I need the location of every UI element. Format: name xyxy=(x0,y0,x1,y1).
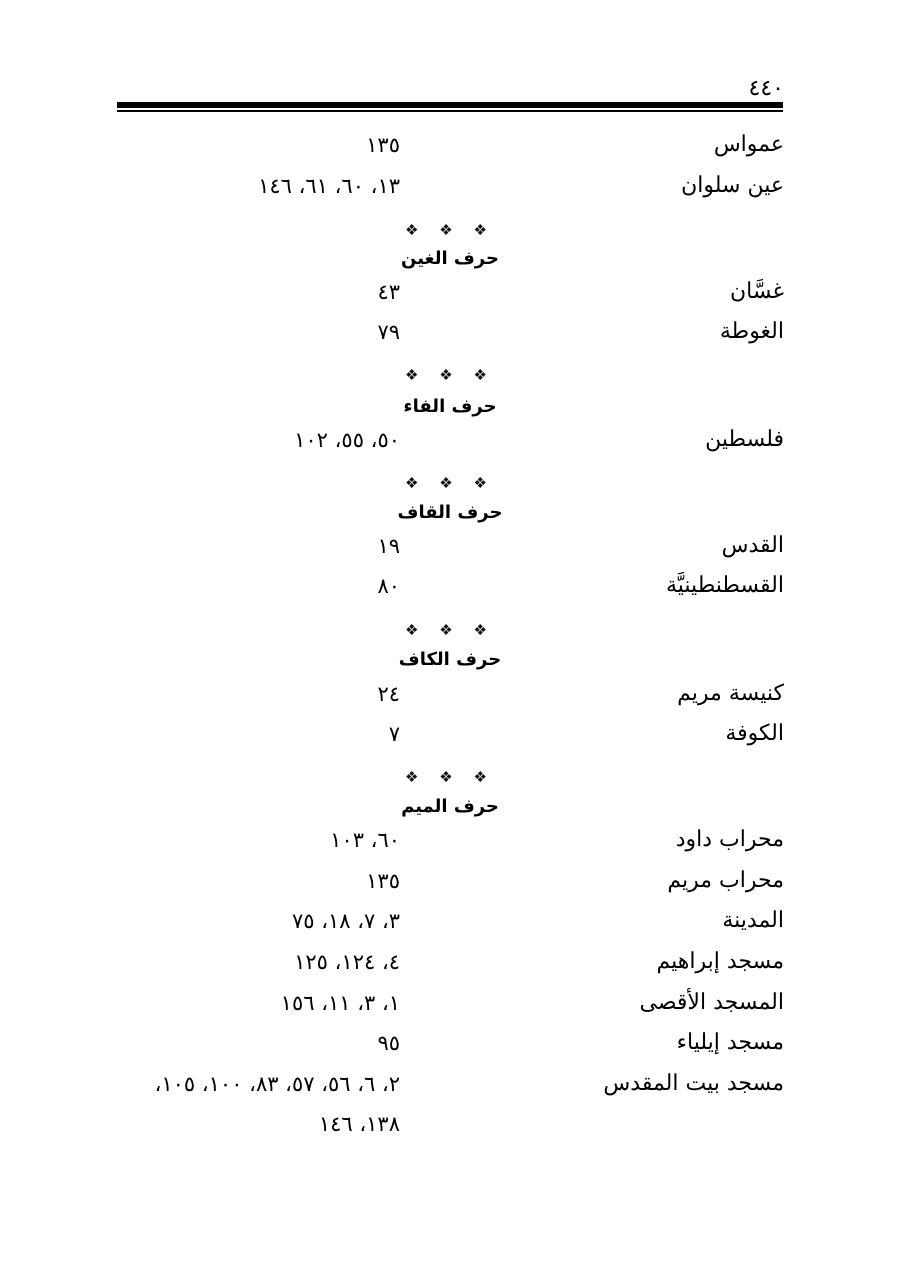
section-heading-fa: حرف الفاء xyxy=(403,396,497,417)
entry-name: مسجد بيت المقدس xyxy=(603,1071,784,1096)
entry-pages: ٤٣ xyxy=(377,280,400,304)
entry-name: المسجد الأقصى xyxy=(639,990,784,1015)
section-heading-mim: حرف الميم xyxy=(401,796,499,817)
entry-name: القدس xyxy=(721,533,784,558)
entry-pages: ٢، ٦، ٥٦، ٥٧، ٨٣، ١٠٠، ١٠٥، xyxy=(154,1072,400,1096)
section-separator: ❖ ❖ ❖ xyxy=(405,221,495,239)
entry-pages: ١، ٣، ١١، ١٥٦ xyxy=(280,991,400,1015)
entry-name: الغوطة xyxy=(719,319,784,344)
entry-pages: ٧٩ xyxy=(377,320,400,344)
section-heading-qaf: حرف القاف xyxy=(397,502,503,523)
entry-pages: ٢٤ xyxy=(377,682,400,706)
entry-name: فلسطين xyxy=(705,427,784,452)
entry-pages: ١٩ xyxy=(377,534,400,558)
section-separator: ❖ ❖ ❖ xyxy=(405,621,495,639)
entry-name: المدينة xyxy=(722,908,784,933)
entry-pages: ٩٥ xyxy=(377,1031,400,1055)
entry-pages: ٥٠، ٥٥، ١٠٢ xyxy=(294,428,400,452)
header-rule-thin xyxy=(117,110,783,112)
entry-name: مسجد إبراهيم xyxy=(656,949,784,974)
entry-pages: ٨٠ xyxy=(377,574,400,598)
section-separator: ❖ ❖ ❖ xyxy=(405,366,495,384)
entry-pages: ٤، ١٢٤، ١٢٥ xyxy=(294,950,400,974)
header-rule-thick xyxy=(117,102,783,108)
entry-name: القسطنطينيَّة xyxy=(665,573,784,598)
page-number: ٤٤٠ xyxy=(748,76,784,101)
entry-name: غسَّان xyxy=(730,279,784,304)
entry-name: عمواس xyxy=(713,132,784,157)
entry-name: محراب داود xyxy=(675,827,784,852)
section-separator: ❖ ❖ ❖ xyxy=(405,768,495,786)
entry-pages: ١٣٥ xyxy=(366,869,400,893)
entry-pages: ١٣٥ xyxy=(366,133,400,157)
entry-name: كنيسة مريم xyxy=(677,681,784,706)
section-heading-ghain: حرف الغين xyxy=(401,248,499,269)
entry-pages: ١٣، ٦٠، ٦١، ١٤٦ xyxy=(258,174,400,198)
entry-pages: ٣، ٧، ١٨، ٧٥ xyxy=(291,909,400,933)
entry-pages: ٦٠، ١٠٣ xyxy=(330,828,400,852)
section-separator: ❖ ❖ ❖ xyxy=(405,474,495,492)
entry-name: الكوفة xyxy=(725,721,784,746)
entry-name: عين سلوان xyxy=(681,173,784,198)
entry-pages: ٧ xyxy=(388,722,400,746)
section-heading-kaf: حرف الكاف xyxy=(398,649,502,670)
entry-name: محراب مريم xyxy=(667,868,784,893)
entry-pages-continued: ١٣٨، ١٤٦ xyxy=(318,1112,400,1136)
entry-name: مسجد إيلياء xyxy=(676,1030,784,1055)
